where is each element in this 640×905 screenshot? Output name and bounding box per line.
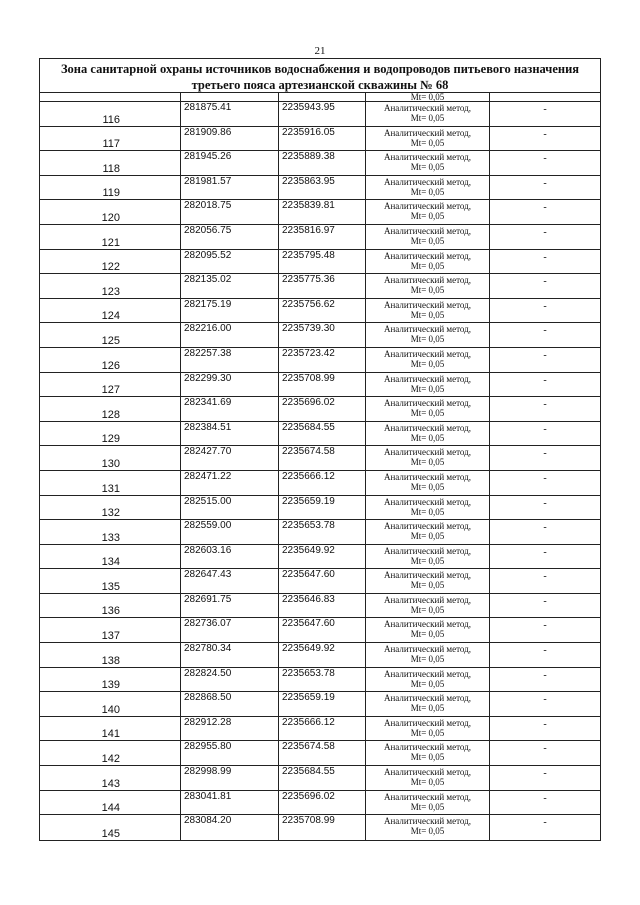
point-number: 143 xyxy=(101,777,120,790)
coord-x: 282647.43 xyxy=(184,569,232,581)
method-cell: Аналитический метод, Mt= 0,05 xyxy=(383,152,472,173)
coord-x: 282559.00 xyxy=(184,520,232,532)
table-row xyxy=(40,127,600,152)
coord-x: 282257.38 xyxy=(184,347,232,359)
mark-cell: - xyxy=(543,104,547,115)
mark-cell: - xyxy=(543,448,547,460)
table-row xyxy=(40,250,600,275)
method-cell: Аналитический метод, Mt= 0,05 xyxy=(383,176,472,197)
mark-cell: - xyxy=(543,768,547,780)
method-cell: Аналитический метод, Mt= 0,05 xyxy=(383,471,472,492)
coord-y: 2235674.58 xyxy=(282,741,335,753)
method-cell: Аналитический метод, Mt= 0,05 xyxy=(383,570,472,591)
coord-y: 2235756.62 xyxy=(282,298,335,310)
table-row xyxy=(40,618,600,643)
table-row xyxy=(40,766,600,791)
mark-cell: - xyxy=(543,792,547,804)
table-row xyxy=(40,594,600,619)
point-number: 135 xyxy=(101,580,120,593)
point-number: 124 xyxy=(101,310,120,323)
mark-cell: - xyxy=(543,300,547,312)
coord-y: 2235647.60 xyxy=(282,618,335,630)
coord-y: 2235723.42 xyxy=(282,347,335,359)
coord-y: 2235696.02 xyxy=(282,397,335,409)
method-cell: Аналитический метод, Mt= 0,05 xyxy=(383,275,472,296)
coord-x: 283084.20 xyxy=(184,815,232,827)
coord-x: 281875.41 xyxy=(184,102,232,113)
coord-y: 2235863.95 xyxy=(282,175,335,187)
mark-cell: - xyxy=(543,325,547,337)
method-cell: Аналитический метод, Mt= 0,05 xyxy=(383,422,472,443)
coord-y: 2235666.12 xyxy=(282,470,335,482)
coord-x: 282384.51 xyxy=(184,421,232,433)
coord-y: 2235684.55 xyxy=(282,766,335,778)
method-cell: Аналитический метод, Mt= 0,05 xyxy=(383,767,472,788)
mark-cell: - xyxy=(543,817,547,829)
table-row xyxy=(40,717,600,742)
point-number: 129 xyxy=(101,433,120,446)
mark-cell: - xyxy=(543,497,547,509)
coord-y: 2235674.58 xyxy=(282,446,335,458)
point-number: 136 xyxy=(101,605,120,618)
mark-cell: - xyxy=(543,546,547,558)
table-body xyxy=(40,93,600,840)
point-number: 145 xyxy=(101,827,120,840)
point-number: 141 xyxy=(101,728,120,741)
mark-cell: - xyxy=(543,694,547,706)
point-number: 127 xyxy=(101,384,120,397)
point-number: 126 xyxy=(101,359,120,372)
table-row xyxy=(40,815,600,840)
point-number: 139 xyxy=(101,679,120,692)
coord-y: 2235647.60 xyxy=(282,569,335,581)
coord-y: 2235666.12 xyxy=(282,716,335,728)
table-row xyxy=(40,446,600,471)
coord-x: 282216.00 xyxy=(184,323,232,335)
coord-y: 2235775.36 xyxy=(282,274,335,286)
table-row xyxy=(40,496,600,521)
method-cell: Аналитический метод, Mt= 0,05 xyxy=(383,225,472,246)
table-row xyxy=(40,151,600,176)
coord-x: 281945.26 xyxy=(184,151,232,163)
coord-y: 2235653.78 xyxy=(282,520,335,532)
accuracy-cell: Mt= 0,05 xyxy=(410,93,445,101)
table-row xyxy=(40,348,600,373)
method-cell: Аналитический метод, Mt= 0,05 xyxy=(383,619,472,640)
mark-cell: - xyxy=(543,349,547,361)
table-row xyxy=(40,692,600,717)
coord-x: 282299.30 xyxy=(184,372,232,384)
point-number: 116 xyxy=(102,113,120,126)
point-number: 138 xyxy=(101,654,120,667)
point-number: 122 xyxy=(101,261,120,274)
coord-y: 2235649.92 xyxy=(282,544,335,556)
method-cell: Аналитический метод, Mt= 0,05 xyxy=(383,742,472,763)
coord-x: 283041.81 xyxy=(184,790,232,802)
mark-cell: - xyxy=(543,472,547,484)
method-cell: Аналитический метод, Mt= 0,05 xyxy=(383,127,472,148)
table-row xyxy=(40,200,600,225)
coord-x: 281909.86 xyxy=(184,126,232,138)
coord-x: 282691.75 xyxy=(184,593,232,605)
coord-y: 2235653.78 xyxy=(282,667,335,679)
mark-cell: - xyxy=(543,226,547,238)
mark-cell: - xyxy=(543,669,547,681)
method-cell: Аналитический метод, Mt= 0,05 xyxy=(383,594,472,615)
coord-x: 282515.00 xyxy=(184,495,232,507)
coord-x: 282095.52 xyxy=(184,249,232,261)
table-row xyxy=(40,102,600,127)
point-number: 125 xyxy=(101,334,120,347)
point-number: 117 xyxy=(102,138,120,151)
coord-y: 2235646.83 xyxy=(282,593,335,605)
coord-x: 282056.75 xyxy=(184,224,232,236)
mark-cell: - xyxy=(543,423,547,435)
method-cell: Аналитический метод, Mt= 0,05 xyxy=(383,668,472,689)
method-cell: Аналитический метод, Mt= 0,05 xyxy=(383,348,472,369)
coord-y: 2235795.48 xyxy=(282,249,335,261)
table-row xyxy=(40,373,600,398)
method-cell: Аналитический метод, Mt= 0,05 xyxy=(383,717,472,738)
table-row xyxy=(40,471,600,496)
coord-y: 2235739.30 xyxy=(282,323,335,335)
point-number: 142 xyxy=(101,753,120,766)
coord-y: 2235839.81 xyxy=(282,200,335,212)
coord-y: 2235916.05 xyxy=(282,126,335,138)
mark-cell: - xyxy=(543,128,547,140)
mark-cell: - xyxy=(543,645,547,657)
coord-x: 282175.19 xyxy=(184,298,232,310)
method-cell: Аналитический метод, Mt= 0,05 xyxy=(383,201,472,222)
mark-cell: - xyxy=(543,718,547,730)
coord-y: 2235889.38 xyxy=(282,151,335,163)
point-number: 130 xyxy=(101,457,120,470)
point-number: 144 xyxy=(101,802,120,815)
mark-cell: - xyxy=(543,522,547,534)
coord-x: 282998.99 xyxy=(184,766,232,778)
coord-y: 2235659.19 xyxy=(282,692,335,704)
coord-x: 282912.28 xyxy=(184,716,232,728)
table-row xyxy=(40,791,600,816)
coord-x: 282736.07 xyxy=(184,618,232,630)
page-number: 21 xyxy=(314,45,326,57)
coord-x: 282824.50 xyxy=(184,667,232,679)
point-number: 128 xyxy=(101,408,120,421)
mark-cell: - xyxy=(543,177,547,189)
title-line-2: третьего пояса артезианской скважины № 68 xyxy=(191,78,449,92)
coordinates-table xyxy=(39,58,601,841)
table-title xyxy=(40,59,600,93)
coord-y: 2235708.99 xyxy=(282,815,335,827)
method-cell: Аналитический метод, Mt= 0,05 xyxy=(383,693,472,714)
method-cell: Аналитический метод, Mt= 0,05 xyxy=(383,545,472,566)
coord-x: 282603.16 xyxy=(184,544,232,556)
point-number: 121 xyxy=(101,236,120,249)
table-row-continuation xyxy=(40,93,600,102)
coord-x: 282135.02 xyxy=(184,274,232,286)
coord-x: 282018.75 xyxy=(184,200,232,212)
coord-x: 282780.34 xyxy=(184,643,232,655)
table-row xyxy=(40,323,600,348)
table-row xyxy=(40,545,600,570)
method-cell: Аналитический метод, Mt= 0,05 xyxy=(383,299,472,320)
table-row xyxy=(40,397,600,422)
mark-cell: - xyxy=(543,276,547,288)
point-number: 120 xyxy=(101,211,120,224)
coord-y: 2235696.02 xyxy=(282,790,335,802)
coord-x: 282868.50 xyxy=(184,692,232,704)
mark-cell: - xyxy=(543,620,547,632)
table-row xyxy=(40,643,600,668)
point-number: 134 xyxy=(101,556,120,569)
table-row xyxy=(40,176,600,201)
point-number: 118 xyxy=(102,162,120,175)
mark-cell: - xyxy=(543,153,547,165)
table-row xyxy=(40,274,600,299)
coord-y: 2235816.97 xyxy=(282,224,335,236)
coord-x: 282471.22 xyxy=(184,470,232,482)
method-cell: Аналитический метод, Mt= 0,05 xyxy=(383,644,472,665)
method-cell: Аналитический метод, Mt= 0,05 xyxy=(383,496,472,517)
table-row xyxy=(40,225,600,250)
coord-y: 2235659.19 xyxy=(282,495,335,507)
point-number: 131 xyxy=(101,482,120,495)
coord-y: 2235943.95 xyxy=(282,102,335,113)
coord-x: 282341.69 xyxy=(184,397,232,409)
table-row xyxy=(40,299,600,324)
point-number: 137 xyxy=(101,630,120,643)
table-row xyxy=(40,520,600,545)
point-number: 123 xyxy=(101,285,120,298)
table-row xyxy=(40,668,600,693)
mark-cell: - xyxy=(543,743,547,755)
table-row xyxy=(40,422,600,447)
method-cell: Аналитический метод, Mt= 0,05 xyxy=(383,250,472,271)
table-row xyxy=(40,741,600,766)
method-cell: Аналитический метод, Mt= 0,05 xyxy=(383,103,472,123)
coord-y: 2235684.55 xyxy=(282,421,335,433)
method-cell: Аналитический метод, Mt= 0,05 xyxy=(383,398,472,419)
method-cell: Аналитический метод, Mt= 0,05 xyxy=(383,373,472,394)
method-cell: Аналитический метод, Mt= 0,05 xyxy=(383,791,472,812)
coord-y: 2235649.92 xyxy=(282,643,335,655)
title-line-1: Зона санитарной охраны источников водоснабжения и водопроводов питьевого назначения xyxy=(60,62,580,76)
coord-x: 282427.70 xyxy=(184,446,232,458)
coord-x: 281981.57 xyxy=(184,175,232,187)
mark-cell: - xyxy=(543,399,547,411)
table-row xyxy=(40,569,600,594)
mark-cell: - xyxy=(543,374,547,386)
method-cell: Аналитический метод, Mt= 0,05 xyxy=(383,521,472,542)
method-cell: Аналитический метод, Mt= 0,05 xyxy=(383,324,472,345)
point-number: 140 xyxy=(101,703,120,716)
point-number: 132 xyxy=(101,507,120,520)
coord-x: 282955.80 xyxy=(184,741,232,753)
mark-cell: - xyxy=(543,202,547,214)
mark-cell: - xyxy=(543,571,547,583)
method-cell: Аналитический метод, Mt= 0,05 xyxy=(383,447,472,468)
method-cell: Аналитический метод, Mt= 0,05 xyxy=(383,816,472,837)
point-number: 119 xyxy=(102,187,120,200)
point-number: 133 xyxy=(101,531,120,544)
coord-y: 2235708.99 xyxy=(282,372,335,384)
mark-cell: - xyxy=(543,251,547,263)
mark-cell: - xyxy=(543,595,547,607)
